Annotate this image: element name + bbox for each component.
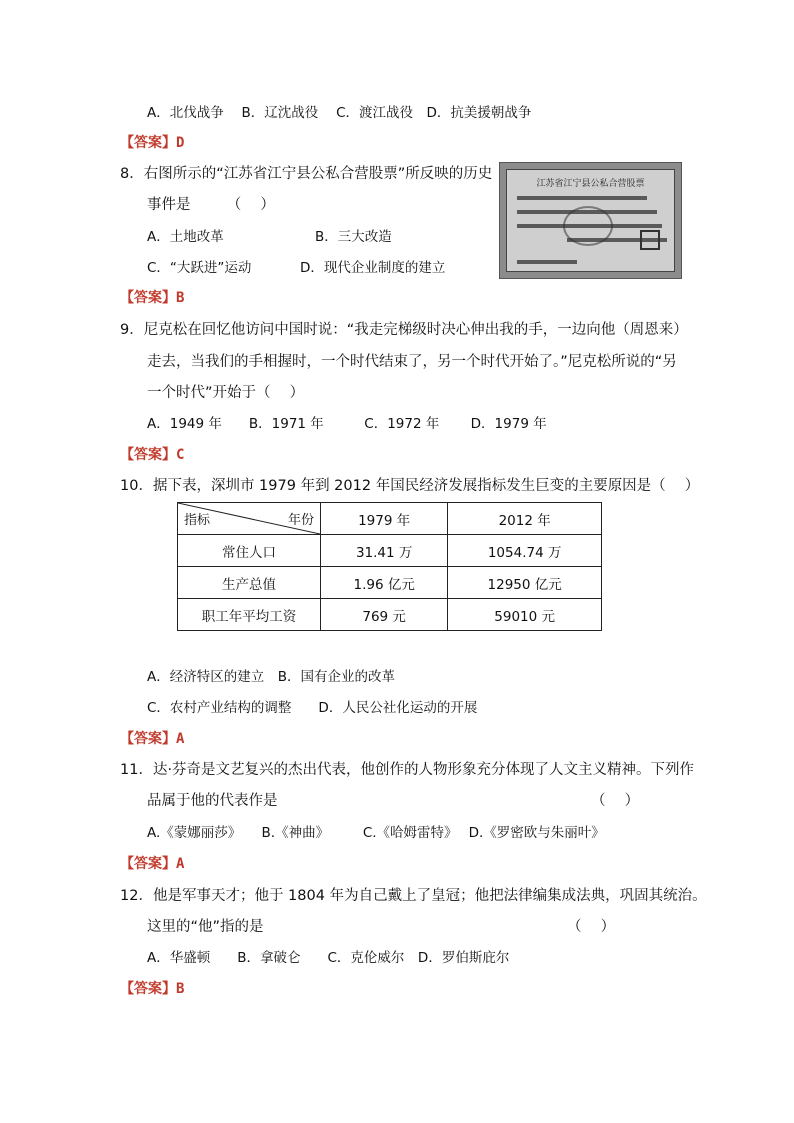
- q8-option-a: A．土地改革: [147, 229, 224, 245]
- cell-1979: 1.96 亿元: [321, 567, 448, 599]
- answer-value: D: [176, 135, 185, 151]
- answer-value: B: [176, 981, 185, 997]
- answer-label: 【答案】: [120, 135, 176, 151]
- q12-stem-line2: 这里的“他”指的是: [147, 919, 264, 935]
- q11-stem-line2: 品属于他的代表作是: [147, 793, 278, 809]
- answer-label: 【答案】: [120, 447, 176, 463]
- answer-value: A: [176, 856, 185, 872]
- cell-1979: 31.41 万: [321, 535, 448, 567]
- q11-options: A.《蒙娜丽莎》 B.《神曲》 C.《哈姆雷特》 D.《罗密欧与朱丽叶》: [147, 825, 605, 841]
- square-seal: [640, 230, 660, 250]
- q7-options: A．北伐战争 B．辽沈战役 C．渡江战役 D．抗美援朝战争: [147, 105, 532, 121]
- q10-options-line1: A．经济特区的建立 B．国有企业的改革: [147, 669, 395, 685]
- q8-option-d: D．现代企业制度的建立: [300, 260, 446, 276]
- q8-option-c: C．“大跃进”运动: [147, 260, 252, 276]
- certificate-line: [517, 260, 577, 264]
- q9-stem-line2: 走去，当我们的手相握时，一个时代结束了，另一个时代开始了。”尼克松所说的“另: [147, 354, 677, 370]
- q8-answer: [120, 288, 184, 308]
- answer-label: 【答案】: [120, 856, 176, 872]
- q12-answer: [120, 979, 184, 999]
- column-header-2012: 2012 年: [448, 503, 602, 535]
- q9-options: A．1949 年 B．1971 年 C．1972 年 D．1979 年: [147, 416, 547, 432]
- cell-2012: 1054.74 万: [448, 535, 602, 567]
- q10-answer: [120, 729, 184, 749]
- shenzhen-indicator-table: [177, 502, 602, 631]
- q10-stem: 10．据下表，深圳市 1979 年到 2012 年国民经济发展指标发生巨变的主要原因是（ ）: [120, 478, 700, 494]
- answer-value: C: [176, 447, 185, 463]
- q11-bracket: （ ）: [591, 793, 640, 809]
- table-corner-cell: [178, 503, 321, 535]
- q8-stem-line1: 8．右图所示的“江苏省江宁县公私合营股票”所反映的历史: [120, 166, 493, 182]
- table-row: [178, 599, 602, 631]
- q9-answer: [120, 445, 184, 465]
- q12-stem-line1: 12．他是军事天才；他于 1804 年为自己戴上了皇冠；他把法律编集成法典，巩固其统治。: [120, 888, 707, 904]
- corner-year-label: 年份: [287, 513, 314, 528]
- cell-2012: 59010 元: [448, 599, 602, 631]
- q9-stem-line1: 9．尼克松在回忆他访问中国时说：“我走完梯级时决心伸出我的手，一边向他（周恩来）: [120, 322, 688, 338]
- answer-label: 【答案】: [120, 981, 176, 997]
- table-row: [178, 567, 602, 599]
- q8-option-b: B．三大改造: [315, 229, 392, 245]
- answer-label: 【答案】: [120, 290, 176, 306]
- q11-stem-line1: 11．达·芬奇是文艺复兴的杰出代表，他创作的人物形象充分体现了人文主义精神。下列作: [120, 762, 695, 778]
- answer-value: A: [176, 731, 185, 747]
- q9-stem-line3: 一个时代”开始于（ ）: [147, 385, 305, 401]
- column-header-1979: 1979 年: [321, 503, 448, 535]
- row-label: 常住人口: [178, 535, 321, 567]
- table-row: [178, 535, 602, 567]
- cell-2012: 12950 亿元: [448, 567, 602, 599]
- q10-options-line2: C．农村产业结构的调整 D．人民公社化运动的开展: [147, 700, 478, 716]
- round-stamp: [563, 206, 613, 246]
- stock-certificate-image: [499, 162, 682, 279]
- certificate-line: [517, 196, 647, 200]
- row-label: 职工年平均工资: [178, 599, 321, 631]
- certificate-body: [506, 169, 675, 272]
- q7-answer: [120, 133, 184, 153]
- q11-answer: [120, 854, 184, 874]
- q8-stem-line2: 事件是 （ ）: [147, 197, 275, 213]
- answer-value: B: [176, 290, 185, 306]
- table-header-row: [178, 503, 602, 535]
- q12-bracket: （ ）: [567, 919, 616, 935]
- cell-1979: 769 元: [321, 599, 448, 631]
- q12-options: A．华盛顿 B．拿破仑 C．克伦威尔 D．罗伯斯庇尔: [147, 950, 510, 966]
- corner-indicator-label: 指标: [184, 513, 211, 528]
- certificate-title: 江苏省江宁县公私合营股票: [536, 179, 645, 189]
- row-label: 生产总值: [178, 567, 321, 599]
- answer-label: 【答案】: [120, 731, 176, 747]
